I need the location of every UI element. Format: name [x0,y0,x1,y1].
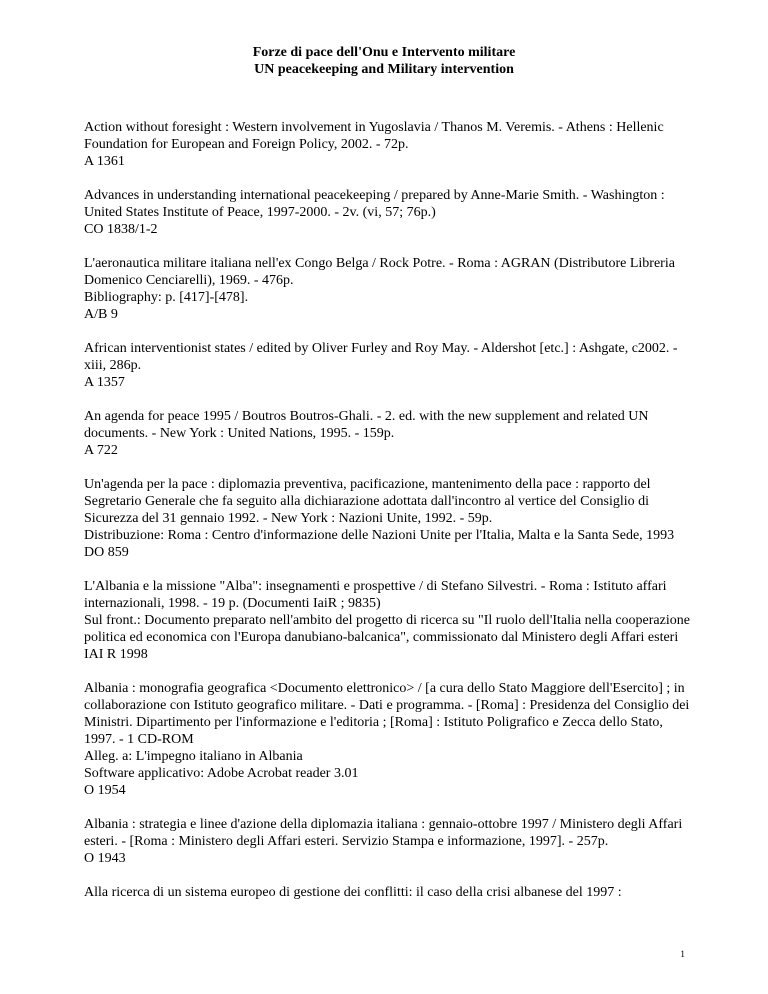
entry-citation: Action without foresight : Western involvement in Yugoslavia / Thanos M. Veremis. - Athens : Hellenic Foundation for European and Foreign Policy, 2002. - 72p. [84,120,664,152]
entry-citation: L'Albania e la missione "Alba": insegnamenti e prospettive / di Stefano Silvestri. - Roma : Istituto affari internazionali, 1998. - 19 p. (Documenti IaiR ; 9835) [84,579,667,611]
entry-shelfmark: O 1954 [84,783,126,798]
entry-note: Software applicativo: Adobe Acrobat reader 3.01 [84,766,359,781]
bibliography-entry [84,255,696,323]
bibliography-entry [84,680,696,799]
bibliography-entry [84,578,696,663]
entry-shelfmark: A 1357 [84,375,125,390]
entry-citation: African interventionist states / edited by Oliver Furley and Roy May. - Aldershot [etc.] : Ashgate, c2002. - xiii, 286p. [84,341,678,373]
title-english: UN peacekeeping and Military intervention [254,62,514,77]
bibliography-entry [84,187,696,238]
bibliography-entry [84,340,696,391]
entry-note: Bibliography: p. [417]-[478]. [84,290,249,305]
entry-note: Alleg. a: L'impegno italiano in Albania [84,749,303,764]
document-header [0,44,768,78]
bibliography-entry [84,816,696,867]
entry-shelfmark: A/B 9 [84,307,118,322]
bibliography-entry [84,476,696,561]
entry-shelfmark: O 1943 [84,851,126,866]
entry-note: Sul front.: Documento preparato nell'ambito del progetto di ricerca su "Il ruolo dell'Italia nella cooperazione politica ed economica con l'Europa danubiano-balcanica", commissionato dal Ministero degli Affari esteri [84,613,690,645]
bibliography-list [84,119,696,918]
entry-shelfmark: A 1361 [84,154,125,169]
bibliography-entry [84,119,696,170]
entry-note: Distribuzione: Roma : Centro d'informazione delle Nazioni Unite per l'Italia, Malta e la Santa Sede, 1993 [84,528,675,543]
entry-citation: Alla ricerca di un sistema europeo di gestione dei conflitti: il caso della crisi albanese del 1997 : [84,885,622,900]
page-number: 1 [680,950,685,960]
entry-shelfmark: CO 1838/1-2 [84,222,158,237]
entry-shelfmark: DO 859 [84,545,129,560]
entry-shelfmark: A 722 [84,443,118,458]
entry-citation: An agenda for peace 1995 / Boutros Boutros-Ghali. - 2. ed. with the new supplement and related UN documents. - New York : United Nations, 1995. - 159p. [84,409,649,441]
bibliography-entry [84,884,696,901]
entry-citation: Albania : monografia geografica <Documento elettronico> / [a cura dello Stato Maggiore dell'Esercito] ; in collaborazione con Istituto geografico militare. - Dati e programma. - [Roma] : Presidenza del Consiglio dei Ministri. Dipartimento per l'informazione e l'editoria ; [Roma] : Istituto Poligrafico e Zecca dello Stato, 1997. - 1 CD-ROM [84,681,690,747]
entry-citation: Advances in understanding international peacekeeping / prepared by Anne-Marie Smith. - Washington : United States Institute of Peace, 1997-2000. - 2v. (vi, 57; 76p.) [84,188,665,220]
entry-shelfmark: IAI R 1998 [84,647,148,662]
entry-citation: Albania : strategia e linee d'azione della diplomazia italiana : gennaio-ottobre 1997 / Ministero degli Affari esteri. - [Roma : Ministero degli Affari esteri. Servizio Stampa e informazione, 1997]. - 257p. [84,817,683,849]
bibliography-entry [84,408,696,459]
entry-citation: Un'agenda per la pace : diplomazia preventiva, pacificazione, mantenimento della pace : rapporto del Segretario Generale che fa seguito alla dichiarazione adottata dall'incontro al vertice del Consiglio di Sicurezza del 31 gennaio 1992. - New York : Nazioni Unite, 1992. - 59p. [84,477,651,526]
entry-citation: L'aeronautica militare italiana nell'ex Congo Belga / Rock Potre. - Roma : AGRAN (Distributore Libreria Domenico Cenciarelli), 1969. - 476p. [84,256,675,288]
title-italian: Forze di pace dell'Onu e Intervento militare [252,45,516,60]
